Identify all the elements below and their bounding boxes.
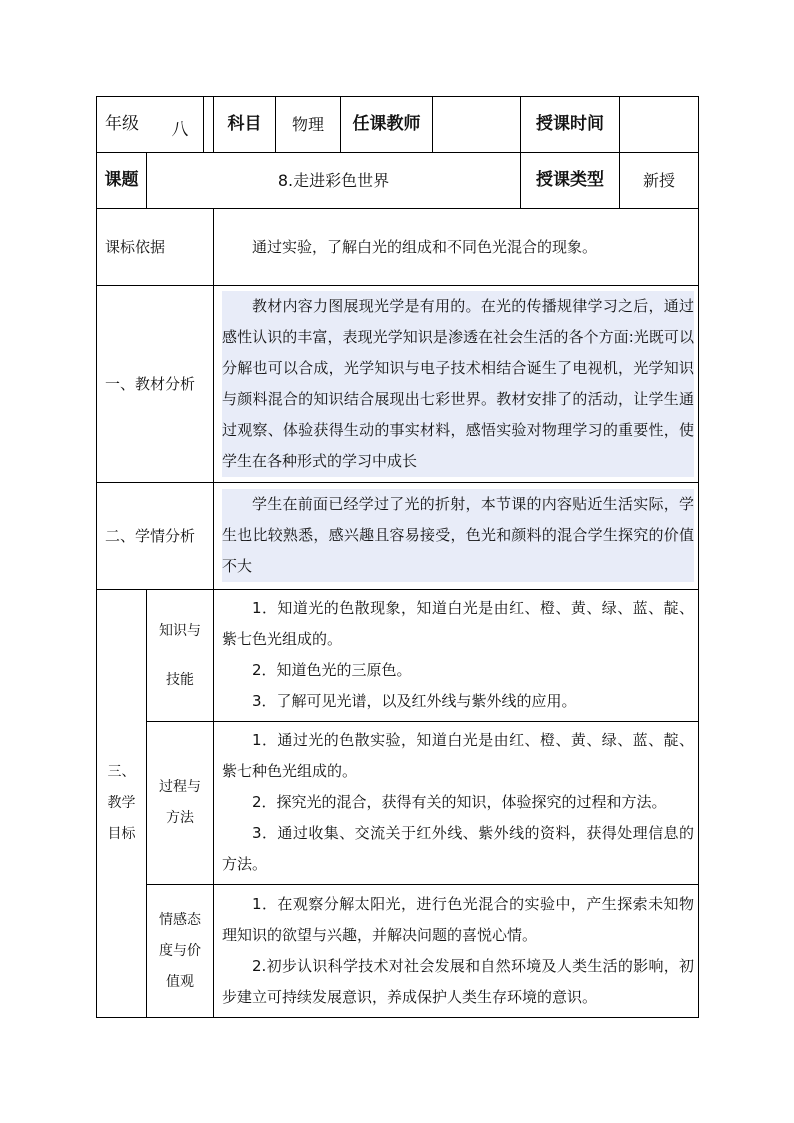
subject-label: 科目 [227, 114, 262, 135]
attitude-label-cell [147, 885, 214, 1018]
students-highlight [222, 489, 694, 582]
standard-label: 课标依据 [105, 238, 166, 256]
time-label: 授课时间 [536, 114, 604, 135]
process-item: 1．通过光的色散实验，知道白光是由红、橙、黄、绿、蓝、靛、紫七种色光组成的。 [222, 731, 694, 780]
process-item: 2．探究光的混合，获得有关的知识，体验探究的过程和方法。 [252, 793, 667, 811]
attitude-item: 2.初步认识科学技术对社会发展和自然环境及人类生活的影响，初步建立可持续发展意识，养成保护人类生存环境的意识。 [222, 956, 694, 1006]
grade-value: 八 [171, 120, 189, 140]
goals-label-cell [97, 590, 147, 1018]
attitude-label-line1: 情感态 [159, 911, 201, 928]
lesson-plan-table [96, 96, 699, 1018]
process-item: 3．通过收集、交流关于红外线、紫外线的资料，获得处理信息的方法。 [222, 824, 694, 873]
material-row [97, 286, 699, 483]
topic-value: 8.走进彩色世界 [277, 170, 390, 190]
standard-text: 通过实验，了解白光的组成和不同色光混合的现象。 [252, 237, 598, 256]
goals-knowledge-row [97, 590, 699, 722]
students-label-cell [97, 483, 214, 590]
material-highlight [222, 291, 694, 477]
process-label-line2: 方法 [166, 810, 194, 826]
knowledge-label-cell [147, 590, 214, 722]
material-label-cell [97, 286, 214, 483]
type-value-cell [620, 153, 699, 209]
subject-label-cell [214, 97, 276, 153]
time-value-cell [620, 97, 699, 153]
teacher-label-cell [341, 97, 433, 153]
standard-text-cell [214, 209, 699, 286]
knowledge-label-line2: 技能 [166, 671, 194, 688]
material-text-cell [214, 286, 699, 483]
type-value: 新授 [642, 170, 675, 190]
standard-label-cell [97, 209, 214, 286]
knowledge-label-line1: 知识与 [159, 622, 201, 639]
students-row [97, 483, 699, 590]
knowledge-item: 2．知道色光的三原色。 [252, 661, 412, 679]
grade-label: 年级 [105, 114, 139, 135]
process-text-cell [214, 722, 699, 885]
type-label: 授课类型 [536, 170, 604, 191]
material-text: 教材内容力图展现光学是有用的。在光的传播规律学习之后，通过感性认识的丰富，表现光学知识是渗透在社会生活的各个方面:光既可以分解也可以合成，光学知识与电子技术相结合诞生了电视机，光学知识与颜料混合的知识结合展现出七彩世界。教材安排了的活动，让学生通过观察、体验获得生动的事实材料，感悟实验对物理学习的重要性，使学生在各种形式的学习中成长 [222, 296, 694, 470]
time-label-cell [521, 97, 620, 153]
goals-label-line2: 教学 [107, 795, 136, 811]
subject-value-cell [276, 97, 341, 153]
attitude-text-cell [214, 885, 699, 1018]
attitude-label-line2: 度与价 [159, 942, 201, 959]
grade-cell [97, 97, 214, 153]
attitude-item: 1．在观察分解太阳光，进行色光混合的实验中，产生探索未知物理知识的欲望与兴趣，并解决问题的喜悦心情。 [222, 894, 694, 944]
topic-value-cell [147, 153, 521, 209]
type-label-cell [521, 153, 620, 209]
students-text-cell [214, 483, 699, 590]
goals-label-line1: 三、 [107, 764, 136, 780]
goals-label-line3: 目标 [107, 826, 136, 842]
teacher-label: 任课教师 [352, 114, 421, 135]
process-label-cell [147, 722, 214, 885]
goals-attitude-row [97, 885, 699, 1018]
topic-label: 课题 [104, 170, 139, 191]
goals-process-row [97, 722, 699, 885]
knowledge-item: 1．知道光的色散现象，知道白光是由红、橙、黄、绿、蓝、靛、紫七色光组成的。 [222, 599, 694, 648]
header-row-2 [97, 153, 699, 209]
standard-row [97, 209, 699, 286]
material-label: 一、教材分析 [105, 375, 196, 393]
grade-divider [203, 96, 204, 152]
knowledge-item: 3．了解可见光谱，以及红外线与紫外线的应用。 [252, 692, 577, 710]
topic-label-cell [97, 153, 147, 209]
subject-value: 物理 [291, 114, 324, 134]
teacher-value-cell [433, 97, 521, 153]
students-label: 二、学情分析 [105, 527, 196, 545]
knowledge-text-cell [214, 590, 699, 722]
process-label-line1: 过程与 [159, 779, 201, 795]
students-text: 学生在前面已经学过了光的折射，本节课的内容贴近生活实际，学生也比较熟悉，感兴趣且容易接受，色光和颜料的混合学生探究的价值不大 [222, 495, 694, 575]
attitude-label-line3: 值观 [166, 973, 194, 990]
